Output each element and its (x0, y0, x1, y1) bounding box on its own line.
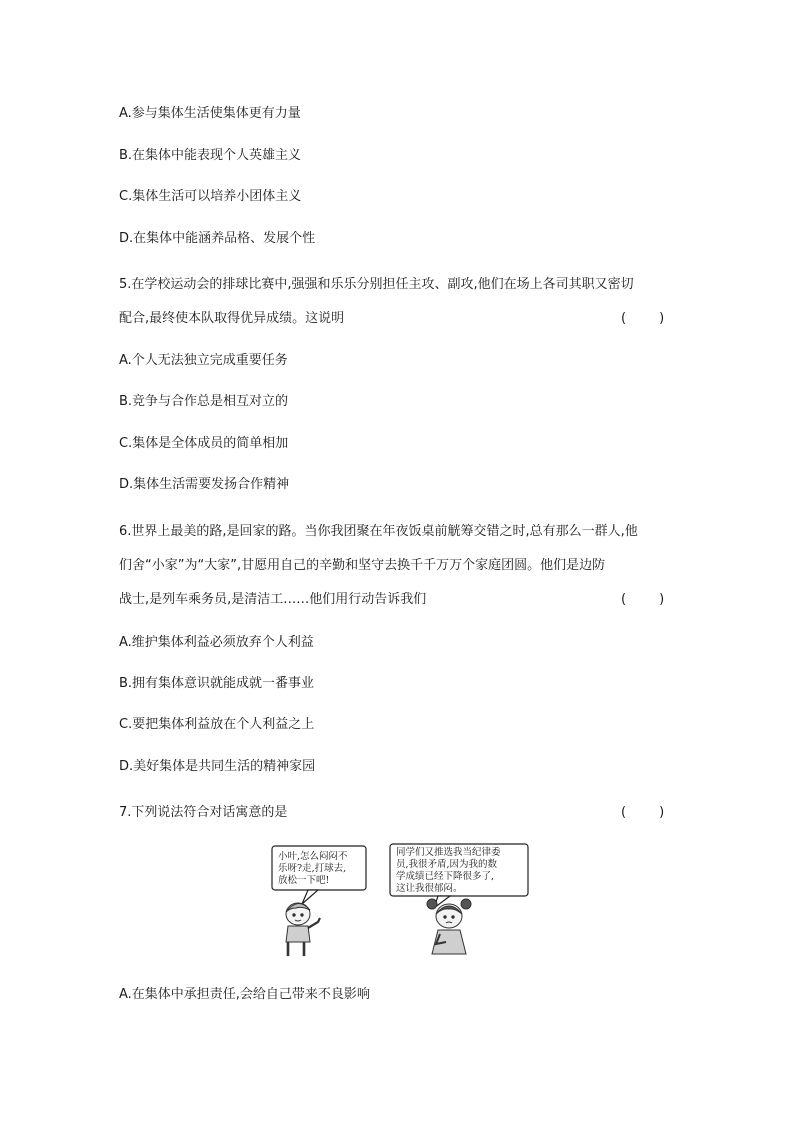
q5-stem-line-1: 5.在学校运动会的排球比赛中,强强和乐乐分别担任主攻、副攻,他们在场上各司其职又密切 (119, 277, 634, 292)
q5-option-c: C.集体是全体成员的简单相加 (119, 436, 289, 451)
q6-stem-line-3: 战士,是列车乘务员,是清洁工……他们用行动告诉我们 (119, 592, 427, 607)
q6-answer-paren: ( ) (621, 592, 665, 607)
q5-option-b: B.竞争与合作总是相互对立的 (119, 394, 289, 409)
q4-option-a: A.参与集体生活使集体更有力量 (119, 106, 301, 121)
bubble-left-line: 放松一下吧! (278, 875, 330, 886)
q6-stem-line-2: 们舍“小家”为“大家”,甘愿用自己的辛勤和坚守去换千千万万个家庭团圆。他们是边防 (119, 558, 606, 573)
bubble-left-line: 小叶,怎么闷闷不 (278, 851, 348, 862)
bubble-right-line: 员,我很矛盾,因为我的数 (396, 859, 498, 870)
bubble-right-line: 这让我很郁闷。 (396, 883, 463, 894)
q5-option-d: D.集体生活需要发扬合作精神 (119, 477, 290, 492)
bubble-left-line: 乐呀?走,打球去, (278, 863, 347, 874)
bubble-right-line: 同学们又推选我当纪律委 (396, 847, 501, 858)
q6-option-a: A.维护集体利益必须放弃个人利益 (119, 635, 314, 650)
q5-answer-paren: ( ) (621, 311, 665, 326)
q4-option-c: C.集体生活可以培养小团体主义 (119, 189, 302, 204)
boy-figure (286, 903, 320, 956)
bubble-right-line: 学成绩已经下降很多了, (396, 871, 495, 882)
q5-option-a: A.个人无法独立完成重要任务 (119, 353, 288, 368)
q7-answer-paren: ( ) (621, 805, 665, 820)
q4-option-d: D.在集体中能涵养品格、发展个性 (119, 231, 316, 246)
q7-stem: 7.下列说法符合对话寓意的是 (119, 805, 288, 820)
q6-option-c: C.要把集体利益放在个人利益之上 (119, 717, 315, 732)
q6-stem-line-1: 6.世界上最美的路,是回家的路。当你我团聚在年夜饭桌前觥筹交错之时,总有那么一群人,他 (119, 524, 638, 539)
bubble-right-text (396, 847, 501, 895)
q4-option-b: B.在集体中能表现个人英雄主义 (119, 148, 302, 163)
bubble-left-text (278, 851, 348, 887)
q7-option-a: A.在集体中承担责任,会给自己带来不良影响 (119, 987, 370, 1002)
q5-stem-line-2: 配合,最终使本队取得优异成绩。这说明 (119, 311, 345, 326)
q6-option-d: D.美好集体是共同生活的精神家园 (119, 759, 316, 774)
dialogue-illustration (270, 842, 532, 960)
q6-option-b: B.拥有集体意识就能成就一番事业 (119, 676, 315, 691)
girl-figure (427, 899, 471, 954)
